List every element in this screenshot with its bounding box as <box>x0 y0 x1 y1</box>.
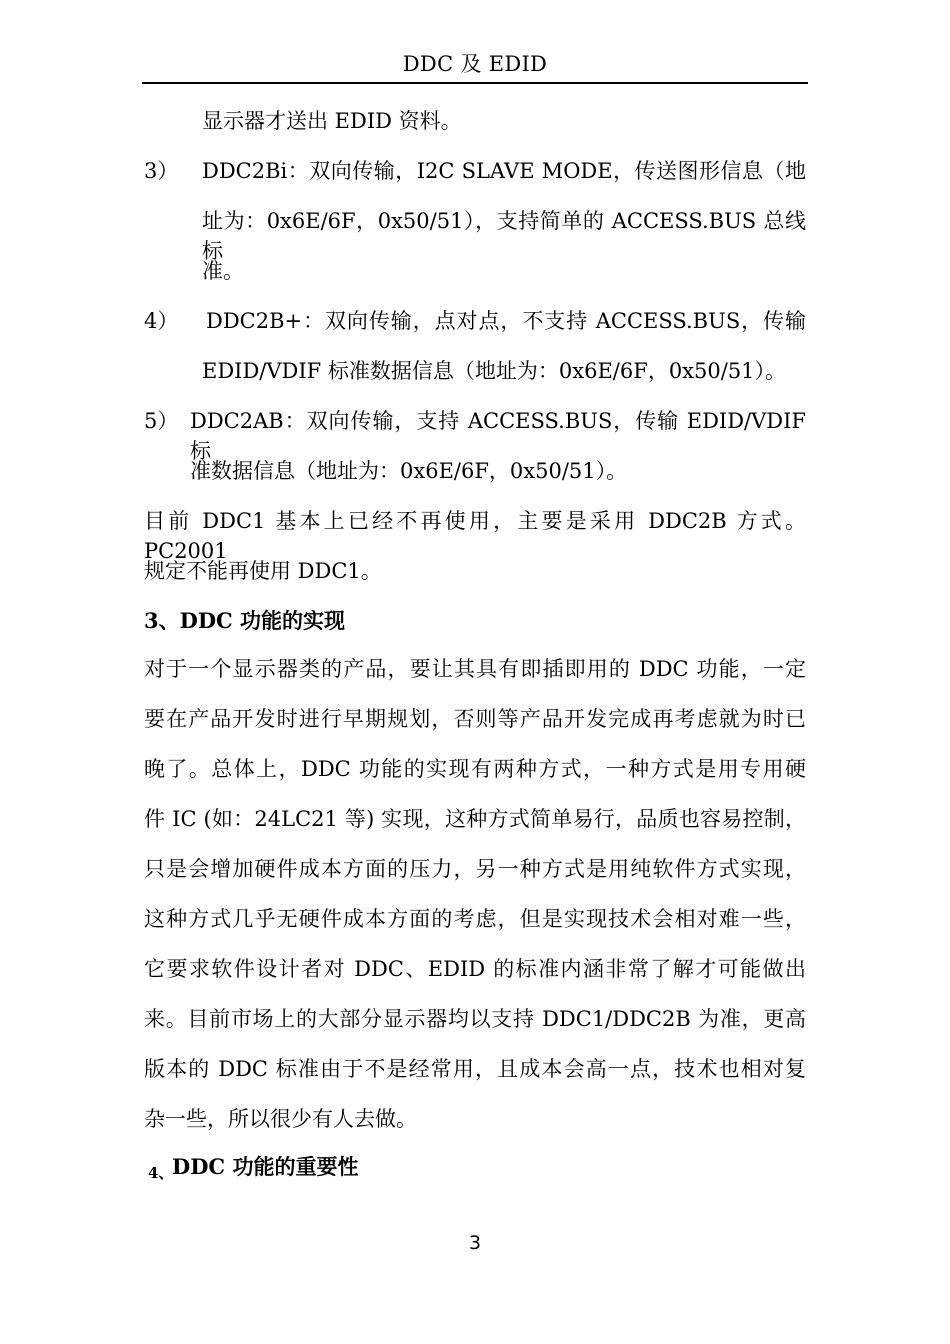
list-item-4-line-2: EDID/VDIF 标准数据信息（地址为：0x6E/6F，0x50/51）。 <box>202 359 787 383</box>
section-3-line-6: 这种方式几乎无硬件成本方面的考虑，但是实现技术会相对难一些， <box>144 907 806 931</box>
list-item-4-number: 4） <box>144 309 179 333</box>
section-3-line-9: 版本的 DDC 标准由于不是经常用，且成本会高一点，技术也相对复 <box>144 1057 806 1081</box>
list-item-5-number: 5） <box>144 409 179 433</box>
section-3-line-8: 来。目前市场上的大部分显示器均以支持 DDC1/DDC2B 为准，更高 <box>144 1007 806 1031</box>
list-item-5-line-2: 准数据信息（地址为：0x6E/6F，0x50/51）。 <box>190 459 628 483</box>
list-item-5-line-1: DDC2AB：双向传输，支持 ACCESS.BUS，传输 EDID/VDIF 标 <box>190 409 806 463</box>
list-item-3-line-3: 准。 <box>202 259 244 283</box>
section-4-number: 4、 <box>148 1164 174 1182</box>
section-3-line-5: 只是会增加硬件成本方面的压力，另一种方式是用纯软件方式实现， <box>144 857 806 881</box>
list-item-3-number: 3） <box>144 159 179 183</box>
section-3-line-7: 它要求软件设计者对 DDC、EDID 的标准内涵非常了解才可能做出 <box>144 957 806 981</box>
page-header-title: DDC 及 EDID <box>402 52 548 76</box>
header-divider <box>142 82 808 84</box>
list-tail-line: 显示器才送出 EDID 资料。 <box>202 109 462 133</box>
section-3-line-4: 件 IC (如：24LC21 等) 实现，这种方式简单易行，品质也容易控制， <box>144 807 806 831</box>
section-4-heading: DDC 功能的重要性 <box>172 1154 359 1179</box>
list-item-3-line-1: DDC2Bi：双向传输，I2C SLAVE MODE，传送图形信息（地 <box>202 159 806 183</box>
list-item-4-line-1: DDC2B+：双向传输，点对点，不支持 ACCESS.BUS，传输 <box>206 309 806 333</box>
section-3-line-2: 要在产品开发时进行早期规划，否则等产品开发完成再考虑就为时已 <box>144 707 806 731</box>
list-item-3-line-2: 址为：0x6E/6F，0x50/51），支持简单的 ACCESS.BUS 总线标 <box>202 209 806 263</box>
section-3-line-3: 晚了。总体上，DDC 功能的实现有两种方式，一种方式是用专用硬 <box>144 757 806 781</box>
section-3-line-10: 杂一些，所以很少有人去做。 <box>144 1107 417 1131</box>
section-3-line-1: 对于一个显示器类的产品，要让其具有即插即用的 DDC 功能，一定 <box>144 657 806 681</box>
summary-line-1: 目前 DDC1 基本上已经不再使用，主要是采用 DDC2B 方式。PC2001 <box>144 509 806 563</box>
page-number: 3 <box>468 1232 482 1254</box>
section-3-heading: 3、DDC 功能的实现 <box>144 608 346 633</box>
summary-line-2: 规定不能再使用 DDC1。 <box>144 559 382 583</box>
